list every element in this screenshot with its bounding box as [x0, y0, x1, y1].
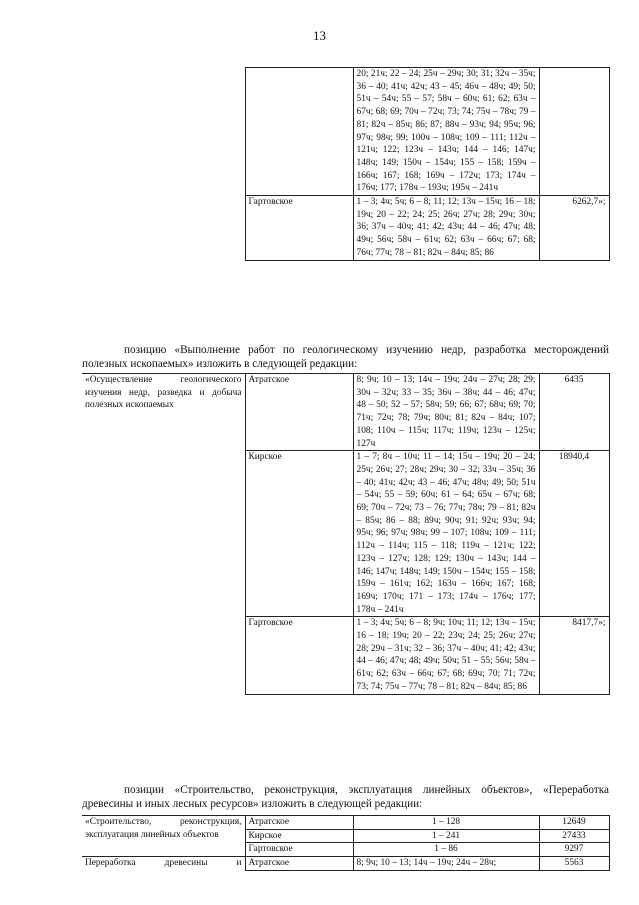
district-cell: Атратское [245, 374, 353, 451]
table-row [82, 617, 609, 694]
table-row [82, 857, 609, 871]
paragraph-construction: позиции «Строительство, реконструкция, эксплуатация линейных объектов», «Переработка древесины и иных лесных ресурсов» изложить в следующей редакции: [82, 784, 609, 811]
page-number: 13 [313, 28, 326, 43]
area-cell: 9297 [539, 843, 609, 857]
plots-cell: 1 – 86 [353, 843, 539, 857]
area-cell: 12649 [539, 816, 609, 830]
district-cell: Атратское [245, 857, 353, 871]
plots-cell: 1 – 3; 4ч; 5ч; 6 – 8; 11; 12; 13ч – 15ч; 16 – 18; 19ч; 20 – 22; 24; 25; 26ч; 27ч; 28; 29ч; 30ч; 36; 37ч – 40ч; 41; 42; 43ч; 44 – 46; 47ч; 48; 49ч; 56ч; 58ч – 61ч; 62; 63ч – 66ч; 67; 68; 76ч; 77ч; 78 – 81; 82ч – 84ч; 85; 86 [353, 196, 539, 261]
district-cell: Гартовское [245, 617, 353, 694]
table-row [82, 451, 609, 617]
table-continuation [82, 67, 610, 261]
area-cell: 8417,7»; [539, 617, 609, 694]
plots-cell: 1 – 7; 8ч – 10ч; 11 – 14; 15ч – 19ч; 20 – 24; 25ч; 26ч; 27; 28ч; 29ч; 30 – 32; 33ч – 35ч; 36 – 40; 41ч; 42ч; 43 – 46; 47ч; 48ч; 49; 50; 51ч – 54ч; 55 – 59; 60ч; 61 – 64; 65ч – 67ч; 68; 69; 70ч – 72ч; 73 – 76; 77ч; 78ч; 79 – 81; 82ч – 85ч; 86 – 88; 89ч; 90ч; 91; 92ч; 93ч; 94; 95ч; 96; 97ч; 98ч; 99 – 107; 108ч; 109 – 111; 112ч – 114ч; 115 – 118; 119ч – 121ч; 122; 123ч – 127ч; 128; 129; 130ч – 143ч; 144 – 146; 147ч; 148ч; 149; 150ч – 154ч; 155 – 158; 159ч – 161ч; 162; 163ч – 166ч; 167; 168; 169ч; 170ч; 171 – 173; 174ч – 176ч; 177; 178ч – 241ч [353, 451, 539, 617]
table-row [82, 816, 609, 830]
area-cell: 6262,7»; [539, 196, 609, 261]
plots-cell: 8; 9ч; 10 – 13; 14ч – 19ч; 24ч – 28ч; [353, 857, 539, 871]
activity-cell [82, 196, 245, 261]
district-cell: Кирское [245, 451, 353, 617]
activity-cell [82, 451, 245, 617]
table-construction [82, 815, 610, 871]
paragraph-geology: позицию «Выполнение работ по геологическому изучению недр, разработка месторождений полезных ископаемых» изложить в следующей редакции: [82, 344, 609, 371]
activity-cell: «Осуществление геологического изучения недр, разведка и добыча полезных ископаемых [82, 374, 245, 451]
table-row [82, 196, 609, 261]
plots-cell: 1 – 3; 4ч; 5ч; 6 – 8; 9ч; 10ч; 11; 12; 13ч – 15ч; 16 – 18; 19ч; 20 – 22; 23ч; 24; 25; 26ч; 27ч; 28; 29ч – 31ч; 32 – 36; 37ч – 40ч; 41; 42; 43ч; 44 – 46; 47ч; 48; 49ч; 50ч; 51 – 55; 56ч; 58ч – 61ч; 62; 63ч – 66ч; 67; 68; 69ч; 70; 71; 72ч; 73; 74; 75ч – 77ч; 78 – 81; 82ч – 84ч; 85; 86 [353, 617, 539, 694]
plots-cell: 1 – 241 [353, 829, 539, 843]
plots-cell: 1 – 128 [353, 816, 539, 830]
area-cell: 27433 [539, 829, 609, 843]
area-cell: 18940,4 [539, 451, 609, 617]
area-cell: 5563 [539, 857, 609, 871]
activity-cell [82, 617, 245, 694]
table-geology [82, 373, 610, 695]
area-cell: 6435 [539, 374, 609, 451]
district-cell: Кирское [245, 829, 353, 843]
district-cell: Атратское [245, 816, 353, 830]
activity-cell [82, 68, 245, 196]
district-cell [245, 68, 353, 196]
activity-cell: Переработка древесины и [82, 857, 245, 871]
table-row [82, 68, 609, 196]
plots-cell: 8; 9ч; 10 – 13; 14ч – 19ч; 24ч – 27ч; 28; 29; 30ч – 32ч; 33 – 35; 36ч – 38ч; 44 – 46; 47ч; 48 – 50; 52 – 57; 58ч; 59; 66; 67; 68ч; 69; 70; 71ч; 72ч; 78; 79ч; 80ч; 81; 82ч – 84ч; 107; 108; 110ч – 115ч; 117ч; 119ч; 123ч – 125ч; 127ч [353, 374, 539, 451]
area-cell [539, 68, 609, 196]
activity-cell: «Строительство, реконструкция, эксплуатация линейных объектов [82, 816, 245, 857]
plots-cell: 20; 21ч; 22 – 24; 25ч – 29ч; 30; 31; 32ч – 35ч; 36 – 40; 41ч; 42ч; 43 – 45; 46ч – 48ч; 49; 50; 51ч – 54ч; 55 – 57; 58ч – 60ч; 61; 62; 63ч – 67ч; 68; 69; 70ч – 72ч; 73; 74; 75ч – 78ч; 79 – 81; 82ч – 85ч; 86; 87; 88ч – 93ч; 94; 95ч; 96; 97ч; 98ч; 99; 100ч – 108ч; 109 – 111; 112ч – 121ч; 122; 123ч – 143ч; 144 – 146; 147ч; 148ч; 149; 150ч – 154ч; 155 – 158; 159ч – 166ч; 167; 168; 169ч – 172ч; 173; 174ч – 176ч; 177; 178ч – 193ч; 195ч – 241ч [353, 68, 539, 196]
table-row [82, 374, 609, 451]
district-cell: Гартовское [245, 843, 353, 857]
district-cell: Гартовское [245, 196, 353, 261]
